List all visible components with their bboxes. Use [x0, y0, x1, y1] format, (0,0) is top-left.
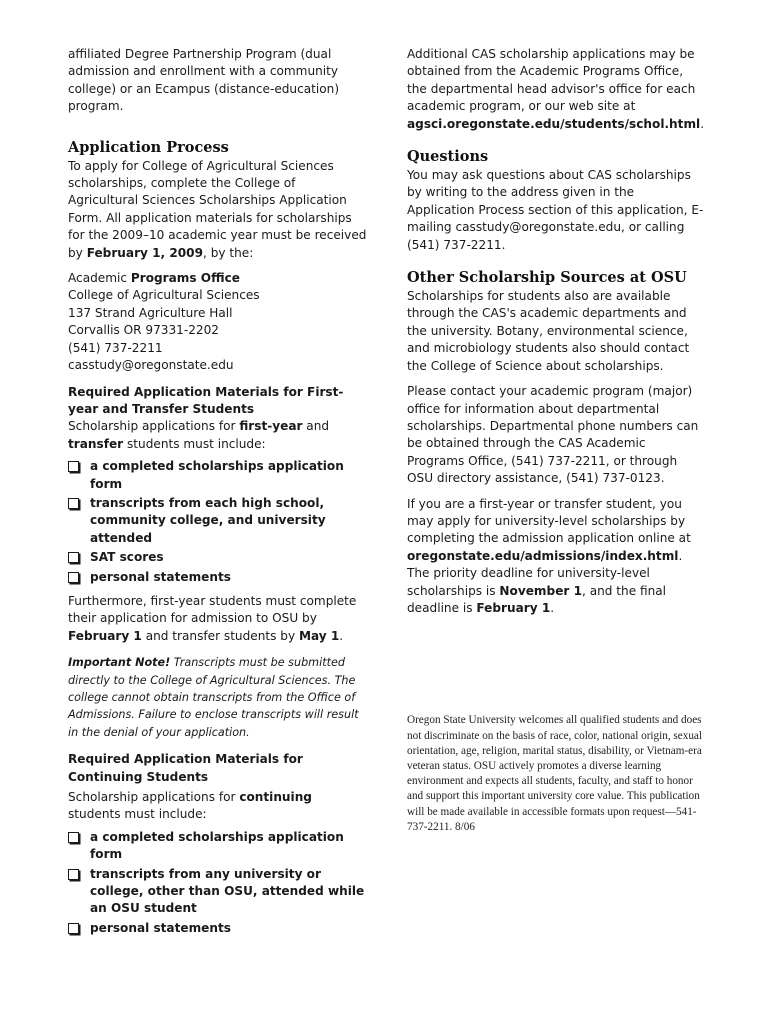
questions-heading: Questions	[407, 148, 489, 166]
checklist-item: a completed scholarships application form	[68, 458, 368, 493]
checklist-item: transcripts from each high school, community college, and university attended	[68, 495, 368, 547]
checkbox-icon	[68, 461, 79, 472]
additional-applications-paragraph: Additional CAS scholarship applications may be obtained from the Academic Programs Office, the departmental head advisor's office for each academic program, or our web site at agsci.oregonstate.edu/students/schol.html.	[407, 47, 705, 131]
other-sources-paragraph-3: If you are a first-year or transfer student, you may apply for university-level scholarships by completing the admission application online at oregonstate.edu/admissions/index.html. The priority deadline for university-level scholarships is November 1, and the final deadline is February 1.	[407, 496, 691, 615]
checklist-item: personal statements	[68, 920, 368, 937]
other-sources-paragraph-1: Scholarships for students also are available through the CAS's academic departments and the university. Botany, environmental science, and microbiology students also should contact the College of Science about scholarships.	[407, 289, 690, 373]
other-sources-heading: Other Scholarship Sources at OSU	[407, 269, 687, 287]
application-deadline: February 1, 2009	[86, 245, 204, 260]
continuing-heading: Required Application Materials for Continuing Students	[68, 752, 303, 784]
right-column	[407, 46, 705, 835]
checklist-item: SAT scores	[68, 549, 368, 566]
first-year-heading: Required Application Materials for First-year and Transfer Students	[68, 384, 344, 416]
first-year-intro: Scholarship applications for first-year and transfer students must include:	[68, 419, 330, 451]
furthermore-paragraph: Furthermore, first-year students must complete their application for admission to OSU by February 1 and transfer students by May 1.	[68, 593, 357, 643]
questions-paragraph: You may ask questions about CAS scholarships by writing to the address given in the Application Process section of this application, E-mailing casstudy@oregonstate.edu, or calling (541) 737-2211.	[407, 168, 704, 252]
application-process-heading: Application Process	[68, 138, 229, 156]
checkbox-icon	[68, 869, 79, 880]
checkbox-icon	[68, 832, 79, 843]
continuing-intro: Scholarship applications for continuing students must include:	[68, 790, 312, 822]
checklist-item: personal statements	[68, 569, 368, 586]
first-year-checklist	[68, 458, 368, 586]
checklist-item: transcripts from any university or college, other than OSU, attended while an OSU student	[68, 866, 368, 918]
mailing-address: Academic Programs Office College of Agricultural Sciences 137 Strand Agriculture Hall Corvallis OR 97331-2202 (541) 737-2211 casstudy@oregonstate.edu	[68, 270, 368, 374]
application-paragraph: To apply for College of Agricultural Sciences scholarships, complete the College of Agricultural Sciences Scholarships Application Form. All application materials for scholarships for the 2009–10 academic year must be received by February 1, 2009, by the:	[68, 158, 367, 260]
checkbox-icon	[68, 498, 79, 509]
important-note: Important Note! Transcripts must be submitted directly to the College of Agricultural Sciences. The college cannot obtain transcripts from the Office of Admissions. Failure to enclose transcripts will result in the denial of your application.	[68, 656, 359, 739]
other-sources-paragraph-2: Please contact your academic program (major) office for information about departmental scholarships. Departmental phone numbers can be obtained through the CAS Academic Programs Office, (541) 737-2211, or through OSU directory assistance, (541) 737-0123.	[407, 384, 699, 486]
continuing-checklist	[68, 829, 368, 937]
checkbox-icon	[68, 552, 79, 563]
scholarship-web-link[interactable]: agsci.oregonstate.edu/students/schol.html	[407, 116, 701, 131]
checkbox-icon	[68, 923, 79, 934]
nondiscrimination-statement: Oregon State University welcomes all qualified students and does not discriminate on the basis of race, color, national origin, sexual orientation, age, religion, marital status, disability, or Vietnam-era veteran status. OSU actively promotes a diverse learning environment and expects all students, faculty, and staff to honor and support this important university core value. This publication will be made available in accessible formats upon request—541-737-2211. 8/06	[407, 714, 703, 833]
intro-paragraph: affiliated Degree Partnership Program (dual admission and enrollment with a community college) or an Ecampus (distance-education) program.	[68, 47, 340, 114]
checkbox-icon	[68, 572, 79, 583]
checklist-item: a completed scholarships application form	[68, 829, 368, 864]
contact-email: casstudy@oregonstate.edu	[68, 358, 234, 373]
left-column	[68, 46, 368, 939]
admissions-web-link[interactable]: oregonstate.edu/admissions/index.html	[407, 548, 679, 563]
